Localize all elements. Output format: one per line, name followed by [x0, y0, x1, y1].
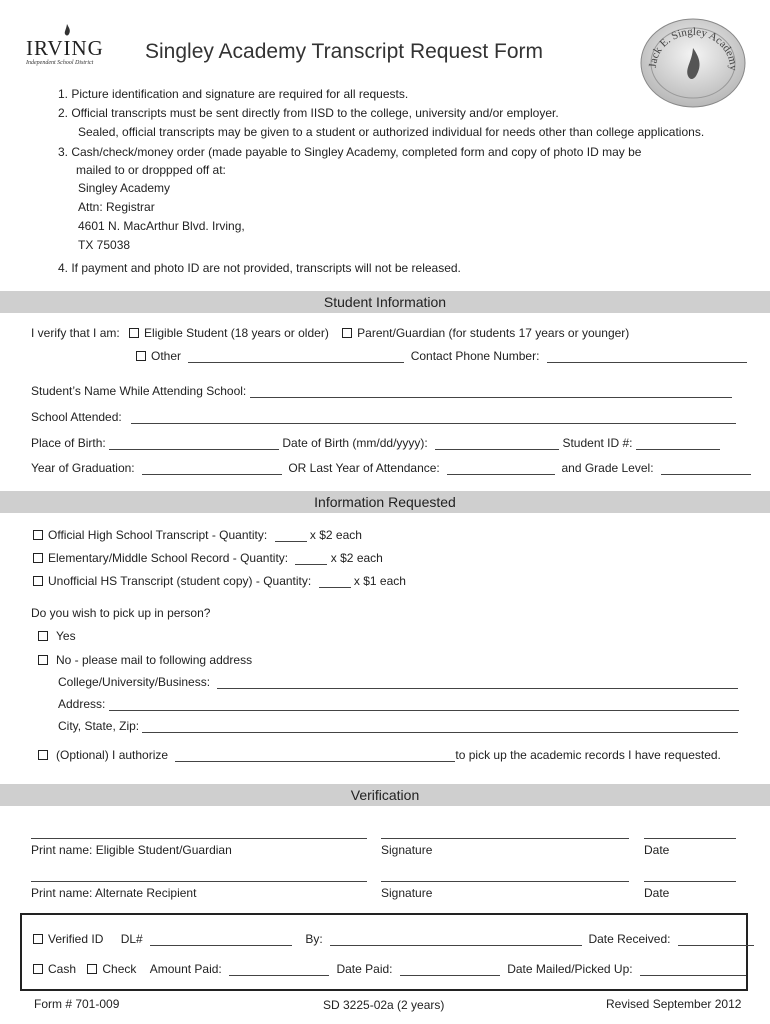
college-field[interactable]	[217, 677, 738, 689]
pickup-no-row	[38, 653, 252, 667]
last-year-label: OR Last Year of Attendance:	[288, 461, 440, 475]
pickup-no-checkbox[interactable]	[38, 655, 48, 665]
pickup-yes-checkbox[interactable]	[38, 631, 48, 641]
eligible-student-checkbox[interactable]	[129, 328, 139, 338]
city-row	[58, 719, 738, 733]
dl-label: DL#	[120, 932, 143, 946]
by-label: By:	[305, 932, 323, 946]
date-mailed-label: Date Mailed/Picked Up:	[507, 962, 633, 976]
student-id-label: Student ID #:	[562, 436, 633, 450]
logo-subtext: Independent School District	[26, 60, 94, 66]
revised-date: Revised September 2012	[606, 997, 742, 1011]
city-label: City, State, Zip:	[58, 719, 140, 733]
cash-label: Cash	[48, 962, 77, 976]
address-line-4: TX 75038	[78, 238, 131, 252]
dl-field[interactable]	[150, 934, 292, 946]
date-2-field[interactable]	[644, 869, 736, 882]
parent-guardian-label: Parent/Guardian (for students 17 years or younger)	[357, 326, 630, 340]
address-line-2: Attn: Registrar	[78, 200, 155, 214]
verified-id-label: Verified ID	[48, 932, 104, 946]
date-2-label: Date	[644, 886, 670, 900]
date-received-field[interactable]	[678, 934, 754, 946]
contact-phone-field[interactable]	[547, 351, 747, 363]
place-of-birth-label: Place of Birth:	[31, 436, 106, 450]
school-row	[31, 410, 736, 424]
last-year-field[interactable]	[447, 463, 555, 475]
amount-paid-field[interactable]	[229, 964, 329, 976]
student-name-row	[31, 384, 732, 398]
unofficial-transcript-checkbox[interactable]	[33, 576, 43, 586]
pickup-no-label: No - please mail to following address	[56, 653, 253, 667]
logo-text: IRVING	[26, 36, 104, 60]
academy-seal	[640, 18, 746, 108]
hs-transcript-checkbox[interactable]	[33, 530, 43, 540]
student-name-field[interactable]	[250, 386, 732, 398]
instruction-3: 3. Cash/check/money order (made payable to Singley Academy, completed form and copy of photo ID may be	[58, 145, 642, 159]
print-eligible-label: Print name: Eligible Student/Guardian	[31, 843, 232, 857]
instruction-4: 4. If payment and photo ID are not provided, transcripts will not be released.	[58, 261, 461, 275]
section-student-information: Student Information	[0, 291, 770, 313]
print-alt-field[interactable]	[31, 869, 367, 882]
page-title: Singley Academy Transcript Request Form	[145, 40, 543, 63]
pickup-question: Do you wish to pick up in person?	[31, 606, 211, 620]
amount-paid-label: Amount Paid:	[149, 962, 222, 976]
other-label: Other	[151, 349, 182, 363]
date-mailed-field[interactable]	[640, 964, 746, 976]
grade-level-field[interactable]	[661, 463, 751, 475]
date-paid-field[interactable]	[400, 964, 500, 976]
instruction-3b: mailed to or droppped off at:	[76, 163, 226, 177]
grade-level-label: and Grade Level:	[561, 461, 654, 475]
hs-transcript-label: Official High School Transcript - Quantity:	[48, 528, 268, 542]
cash-checkbox[interactable]	[33, 964, 43, 974]
city-field[interactable]	[142, 721, 738, 733]
dob-field[interactable]	[435, 438, 559, 450]
school-attended-label: School Attended:	[31, 410, 122, 424]
instruction-2: 2. Official transcripts must be sent directly from IISD to the college, university and/or employer.	[58, 106, 559, 120]
grad-year-label: Year of Graduation:	[31, 461, 135, 475]
verify-label: I verify that I am:	[31, 326, 120, 340]
mail-address-field[interactable]	[109, 699, 739, 711]
authorize-tail: to pick up the academic records I have requested.	[455, 748, 721, 762]
print-eligible-field[interactable]	[31, 826, 367, 839]
unofficial-transcript-quantity[interactable]	[319, 576, 351, 588]
irving-logo	[26, 24, 116, 70]
signature-1-label: Signature	[381, 843, 433, 857]
student-name-label: Student’s Name While Attending School:	[31, 384, 247, 398]
elem-record-checkbox[interactable]	[33, 553, 43, 563]
sd-code: SD 3225-02a (2 years)	[323, 998, 445, 1012]
college-row	[58, 675, 738, 689]
office-row-1	[33, 932, 754, 946]
request-item-3	[33, 574, 406, 588]
form-number: Form # 701-009	[34, 997, 120, 1011]
elem-record-price: x $2 each	[330, 551, 383, 565]
parent-guardian-checkbox[interactable]	[342, 328, 352, 338]
print-alt-label: Print name: Alternate Recipient	[31, 886, 197, 900]
place-of-birth-field[interactable]	[109, 438, 279, 450]
hs-transcript-price: x $2 each	[309, 528, 362, 542]
student-id-field[interactable]	[636, 438, 720, 450]
by-field[interactable]	[330, 934, 582, 946]
contact-phone-label: Contact Phone Number:	[410, 349, 540, 363]
eligible-student-label: Eligible Student (18 years or older)	[144, 326, 329, 340]
elem-record-quantity[interactable]	[295, 553, 327, 565]
college-label: College/University/Business:	[58, 675, 211, 689]
request-item-1	[33, 528, 362, 542]
address-line-1: Singley Academy	[78, 181, 171, 195]
authorize-row	[38, 748, 721, 762]
pickup-yes-row	[38, 629, 76, 643]
verified-id-checkbox[interactable]	[33, 934, 43, 944]
unofficial-transcript-price: x $1 each	[353, 574, 406, 588]
mail-address-row	[58, 697, 739, 711]
request-item-2	[33, 551, 383, 565]
grad-year-field[interactable]	[142, 463, 282, 475]
dob-label: Date of Birth (mm/dd/yyyy):	[282, 436, 428, 450]
other-checkbox[interactable]	[136, 351, 146, 361]
signature-2-label: Signature	[381, 886, 433, 900]
elem-record-label: Elementary/Middle School Record - Quantity:	[48, 551, 289, 565]
date-received-label: Date Received:	[588, 932, 671, 946]
office-use-box	[20, 913, 748, 991]
other-row	[136, 349, 747, 363]
birth-row	[31, 436, 720, 450]
authorize-name-field[interactable]	[175, 750, 455, 762]
address-line-3: 4601 N. MacArthur Blvd. Irving,	[78, 219, 245, 233]
mail-address-label: Address:	[58, 697, 106, 711]
instruction-1: 1. Picture identification and signature are required for all requests.	[58, 87, 409, 101]
section-information-requested: Information Requested	[0, 491, 770, 513]
office-row-2	[33, 962, 746, 976]
section-verification: Verification	[0, 784, 770, 806]
unofficial-transcript-label: Unofficial HS Transcript (student copy) - Quantity:	[48, 574, 312, 588]
check-label: Check	[102, 962, 137, 976]
verify-row	[31, 326, 629, 340]
check-checkbox[interactable]	[87, 964, 97, 974]
date-1-label: Date	[644, 843, 670, 857]
signature-2-field[interactable]	[381, 869, 629, 882]
date-paid-label: Date Paid:	[336, 962, 393, 976]
graduation-row	[31, 461, 751, 475]
signature-1-field[interactable]	[381, 826, 629, 839]
date-1-field[interactable]	[644, 826, 736, 839]
pickup-yes-label: Yes	[56, 629, 76, 643]
other-field[interactable]	[188, 351, 404, 363]
authorize-label: (Optional) I authorize	[56, 748, 169, 762]
instruction-2b: Sealed, official transcripts may be given to a student or authorized individual for needs other than college applications.	[78, 125, 705, 139]
hs-transcript-quantity[interactable]	[275, 530, 307, 542]
school-attended-field[interactable]	[131, 412, 736, 424]
authorize-checkbox[interactable]	[38, 750, 48, 760]
seal-text: Jack E. Singley Academy	[646, 25, 740, 71]
